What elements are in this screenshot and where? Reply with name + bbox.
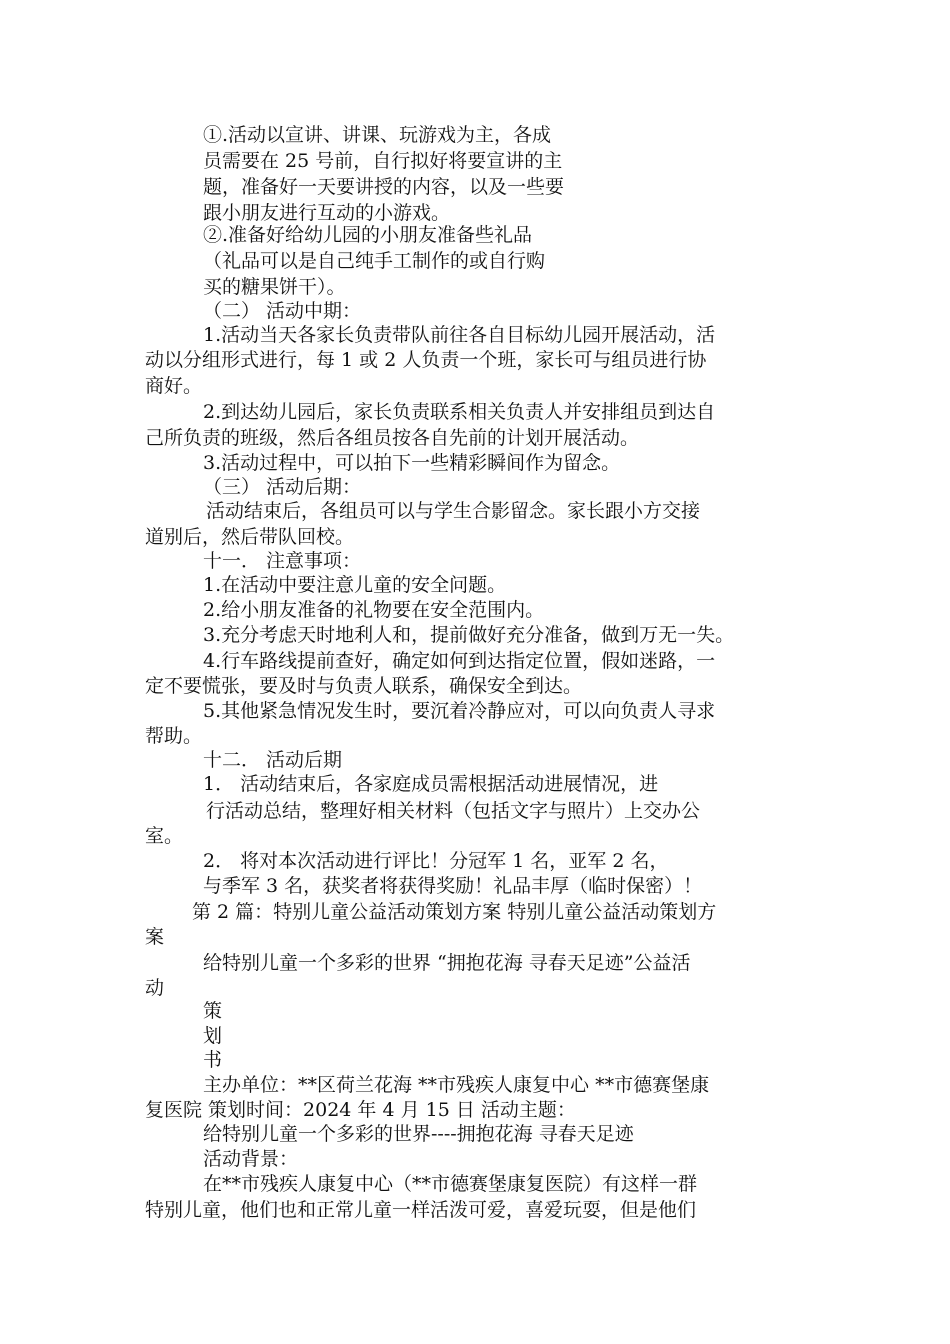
text-line: 室。 [145, 825, 184, 847]
text-line: 复医院 策划时间：2024 年 4 月 15 日 活动主题： [145, 1099, 576, 1121]
article-heading: 案 [145, 926, 165, 948]
text-line: 5.其他紧急情况发生时，要沉着冷静应对，可以向负责人寻求 [203, 700, 716, 722]
text-line: 特别儿童，他们也和正常儿童一样活泼可爱，喜爱玩耍，但是他们 [145, 1199, 697, 1221]
text-line: 2． 将对本次活动进行评比！分冠军 1 名，亚军 2 名， [203, 850, 669, 872]
vertical-title-char: 策 [203, 1000, 223, 1022]
text-line: 动 [145, 977, 165, 999]
text-line: 在**市残疾人康复中心（**市德赛堡康复医院）有这样一群 [203, 1173, 698, 1195]
text-line: 动以分组形式进行，每 1 或 2 人负责一个班，家长可与组员进行协 [145, 349, 707, 371]
text-line: （礼品可以是自己纯手工制作的或自行购 [203, 250, 546, 272]
text-line: 帮助。 [145, 725, 203, 747]
text-line: 己所负责的班级，然后各组员按各自先前的计划开展活动。 [145, 427, 640, 449]
text-line: 行活动总结，整理好相关材料（包括文字与照片）上交办公 [206, 800, 701, 822]
section-heading: 十二． 活动后期 [203, 749, 343, 771]
text-line: 1.活动当天各家长负责带队前往各自目标幼儿园开展活动，活 [203, 324, 716, 346]
text-line: 3.活动过程中，可以拍下一些精彩瞬间作为留念。 [203, 452, 621, 474]
text-line: 题，准备好一天要讲授的内容，以及一些要 [203, 176, 565, 198]
text-line: 道别后，然后带队回校。 [145, 526, 355, 548]
text-line: 商好。 [145, 375, 203, 397]
text-line: 定不要慌张，要及时与负责人联系，确保安全到达。 [145, 675, 583, 697]
text-line: 2.到达幼儿园后，家长负责联系相关负责人并安排组员到达自 [203, 401, 716, 423]
vertical-title-char: 书 [203, 1049, 223, 1071]
article-heading: 第 2 篇：特别儿童公益活动策划方案 特别儿童公益活动策划方 [192, 901, 717, 923]
text-line: ①.活动以宣讲、讲课、玩游戏为主，各成 [203, 124, 552, 146]
text-line: 与季军 3 名，获奖者将获得奖励！礼品丰厚（临时保密）！ [203, 875, 703, 897]
section-heading: （三） 活动后期： [203, 476, 362, 498]
text-line: 活动背景： [203, 1148, 299, 1170]
text-line: 给特别儿童一个多彩的世界----拥抱花海 寻春天足迹 [203, 1123, 634, 1145]
text-line: 1． 活动结束后，各家庭成员需根据活动进展情况，进 [203, 773, 659, 795]
text-line: 活动结束后，各组员可以与学生合影留念。家长跟小方交接 [206, 500, 701, 522]
text-line: 2.给小朋友准备的礼物要在安全范围内。 [203, 599, 545, 621]
text-line: 3.充分考虑天时地利人和，提前做好充分准备，做到万无一失。 [203, 624, 735, 646]
section-heading: （二） 活动中期： [203, 300, 362, 322]
vertical-title-char: 划 [203, 1025, 223, 1047]
section-heading: 十一． 注意事项： [203, 550, 362, 572]
text-line: 4.行车路线提前查好，确定如何到达指定位置，假如迷路，一 [203, 650, 716, 672]
text-line: 员需要在 25 号前，自行拟好将要宣讲的主 [203, 150, 563, 172]
text-line: 买的糖果饼干）。 [203, 276, 346, 298]
text-line: 给特别儿童一个多彩的世界 “拥抱花海 寻春天足迹”公益活 [203, 952, 691, 974]
text-line: ②.准备好给幼儿园的小朋友准备些礼品 [203, 224, 533, 246]
text-line: 1.在活动中要注意儿童的安全问题。 [203, 574, 507, 596]
text-line: 主办单位：**区荷兰花海 **市残疾人康复中心 **市德赛堡康 [203, 1074, 710, 1096]
text-line: 跟小朋友进行互动的小游戏。 [203, 202, 451, 224]
